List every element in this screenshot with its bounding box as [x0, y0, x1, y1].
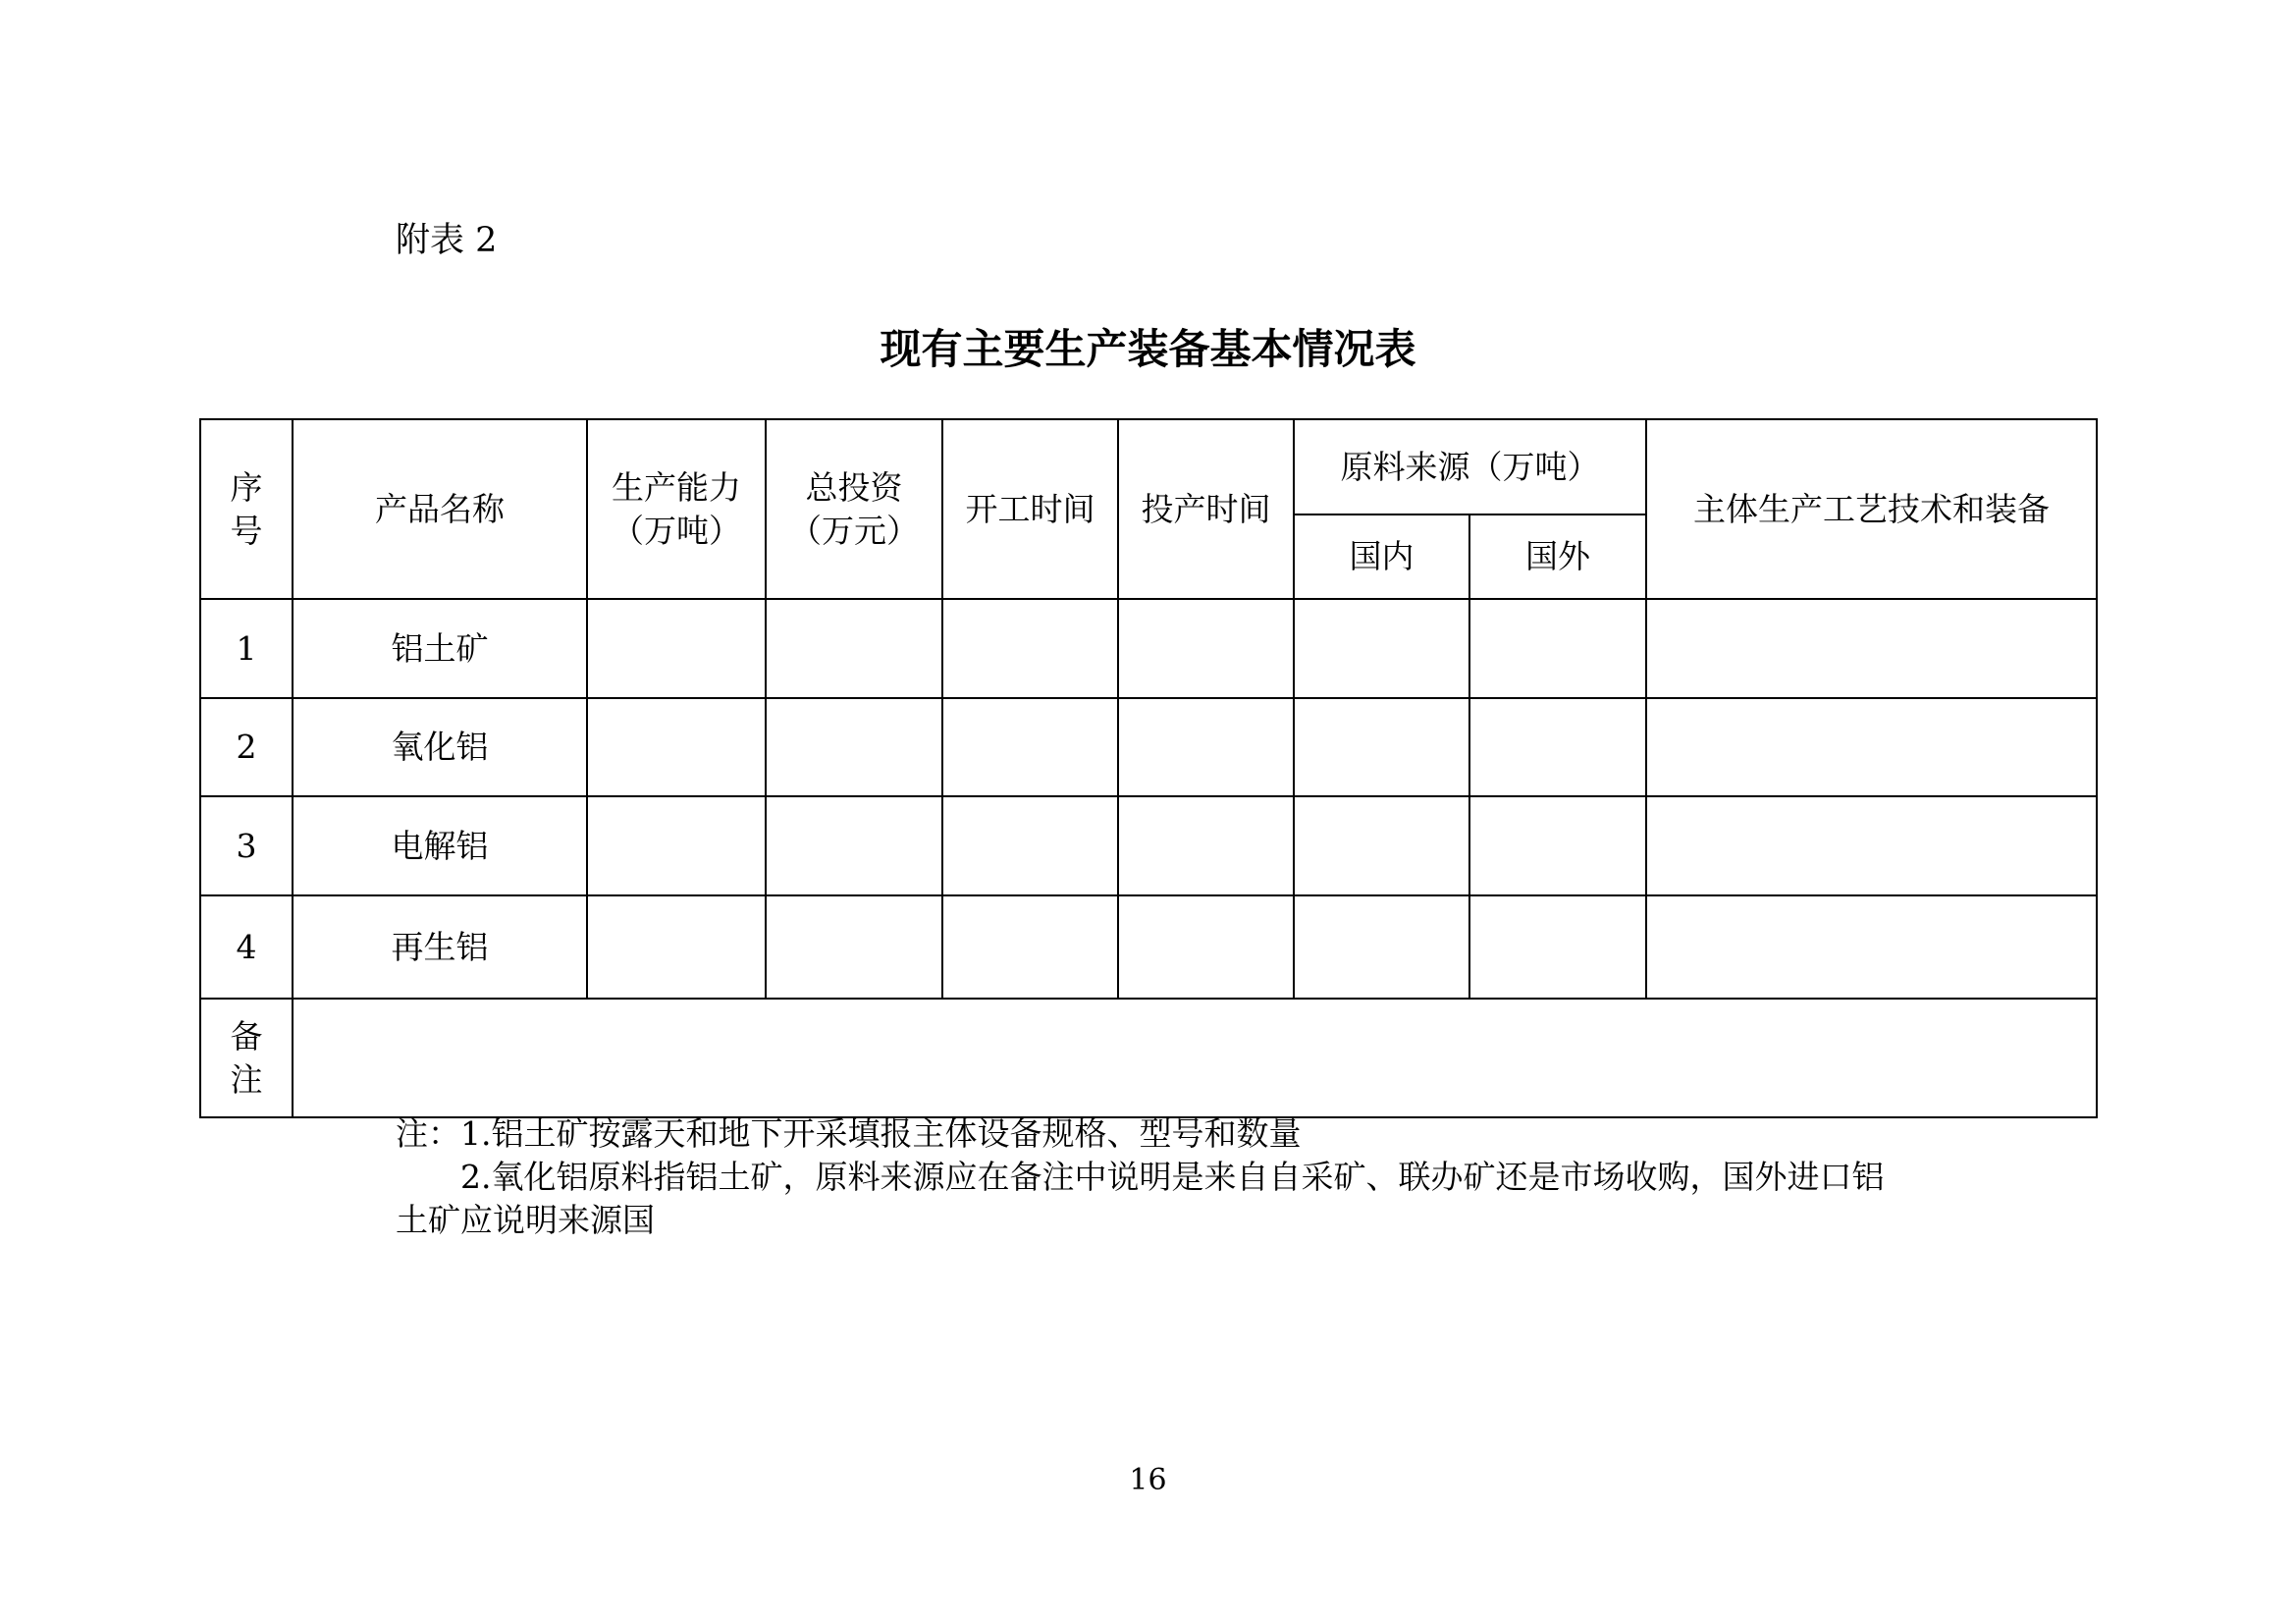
header-capacity [587, 419, 766, 599]
note-line-2: 2.氧化铝原料指铝土矿，原料来源应在备注中说明是来自自采矿、联办矿还是市场收购，国外进口铝 [460, 1158, 1885, 1196]
cell-start-time [942, 698, 1118, 796]
cell-domestic [1294, 895, 1469, 999]
cell-production-time [1118, 796, 1294, 895]
cell-domestic [1294, 796, 1469, 895]
cell-capacity [587, 698, 766, 796]
page-number: 16 [1129, 1463, 1167, 1497]
header-start-time: 开工时间 [942, 419, 1118, 599]
header-investment [766, 419, 942, 599]
cell-capacity [587, 895, 766, 999]
cell-investment [766, 698, 942, 796]
cell-capacity [587, 796, 766, 895]
row-serial: 1 [200, 599, 293, 698]
cell-foreign [1469, 895, 1646, 999]
appendix-label: 附表 2 [396, 221, 498, 260]
cell-foreign [1469, 698, 1646, 796]
cell-start-time [942, 796, 1118, 895]
table-row [200, 796, 2097, 895]
cell-production-time [1118, 599, 1294, 698]
equipment-table [199, 418, 2098, 1118]
row-serial: 2 [200, 698, 293, 796]
note-line-3: 土矿应说明来源国 [396, 1201, 655, 1239]
row-product: 再生铝 [293, 895, 587, 999]
header-main-process: 主体生产工艺技术和装备 [1646, 419, 2097, 599]
cell-investment [766, 599, 942, 698]
header-capacity-line1: 生产能力 [612, 467, 741, 507]
row-product: 氧化铝 [293, 698, 587, 796]
cell-main-process [1646, 796, 2097, 895]
cell-main-process [1646, 599, 2097, 698]
header-row-1 [200, 419, 2097, 514]
row-serial: 3 [200, 796, 293, 895]
header-domestic: 国内 [1294, 514, 1469, 599]
remarks-row [200, 999, 2097, 1117]
row-product: 铝土矿 [293, 599, 587, 698]
remarks-label: 备注 [230, 1016, 263, 1099]
header-serial-label: 序号 [230, 467, 263, 550]
header-production-time: 投产时间 [1118, 419, 1294, 599]
cell-capacity [587, 599, 766, 698]
header-foreign: 国外 [1469, 514, 1646, 599]
cell-foreign [1469, 796, 1646, 895]
table-row [200, 698, 2097, 796]
remarks-label-cell [200, 999, 293, 1117]
cell-foreign [1469, 599, 1646, 698]
cell-main-process [1646, 698, 2097, 796]
header-product-name: 产品名称 [293, 419, 587, 599]
cell-start-time [942, 599, 1118, 698]
cell-domestic [1294, 599, 1469, 698]
cell-investment [766, 895, 942, 999]
cell-investment [766, 796, 942, 895]
cell-production-time [1118, 895, 1294, 999]
note-line-1: 注：1.铝土矿按露天和地下开采填报主体设备规格、型号和数量 [396, 1114, 1302, 1153]
notes [396, 1112, 1927, 1242]
remarks-content [293, 999, 2097, 1117]
row-product: 电解铝 [293, 796, 587, 895]
cell-production-time [1118, 698, 1294, 796]
header-investment-line2: （万元） [789, 511, 919, 550]
header-serial [200, 419, 293, 599]
header-investment-line1: 总投资 [805, 467, 903, 507]
table-row [200, 599, 2097, 698]
cell-start-time [942, 895, 1118, 999]
header-raw-source: 原料来源（万吨） [1294, 419, 1646, 514]
table-row [200, 895, 2097, 999]
document-title: 现有主要生产装备基本情况表 [880, 325, 1416, 373]
header-capacity-line2: （万吨） [612, 511, 741, 550]
cell-main-process [1646, 895, 2097, 999]
row-serial: 4 [200, 895, 293, 999]
cell-domestic [1294, 698, 1469, 796]
